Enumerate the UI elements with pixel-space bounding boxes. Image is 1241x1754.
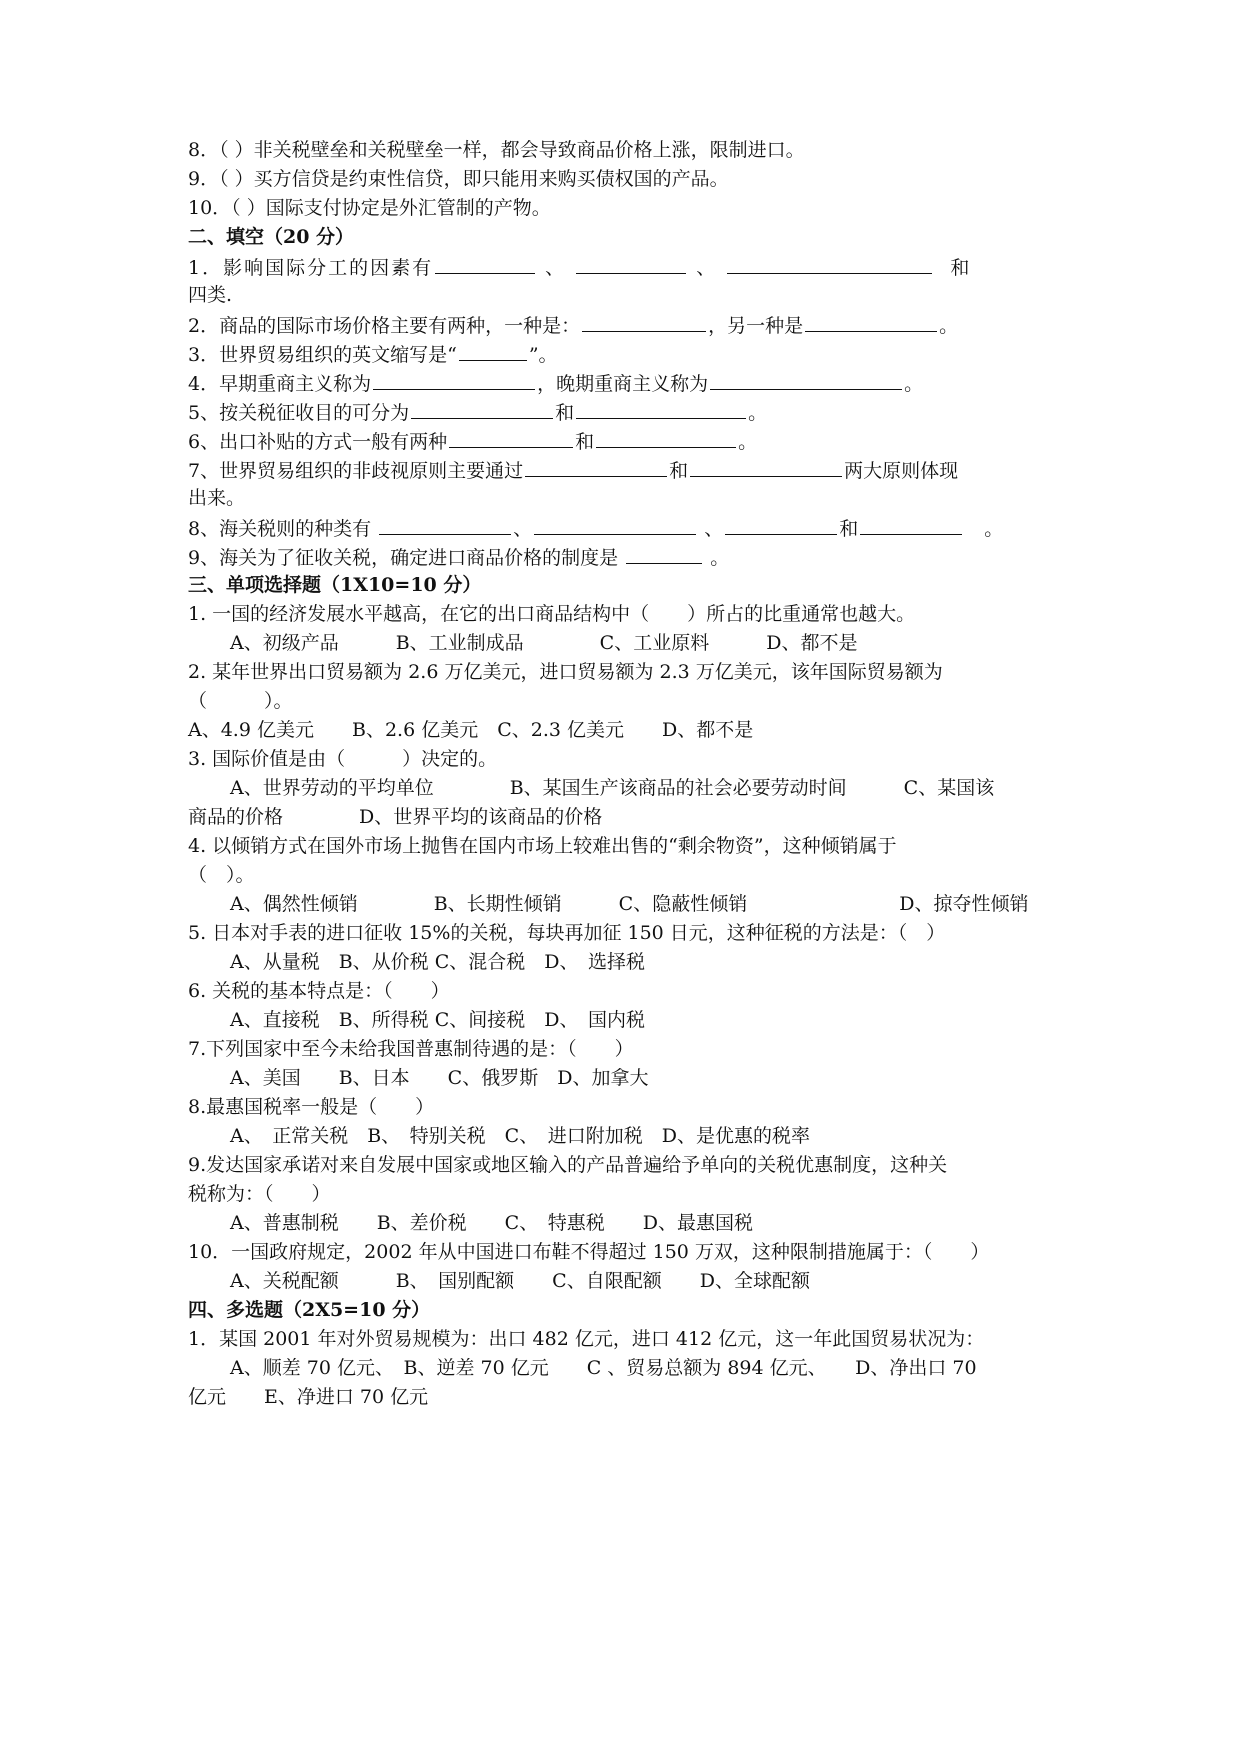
fill-4-end: 。 xyxy=(904,373,924,395)
choice-question-7-options: A、美国 B、日本 C、俄罗斯 D、加拿大 xyxy=(230,1067,649,1089)
fill-8-mid: 和 xyxy=(839,518,859,540)
choice-question-9-continued: 税称为：（ ） xyxy=(188,1183,331,1205)
fill-5-text: 5、按关税征收目的可分为 xyxy=(188,402,410,424)
fill-question-3 xyxy=(188,338,1088,368)
fill-1-text: 1．影响国际分工的因素有 xyxy=(188,257,434,279)
multi-question-1-options: A、顺差 70 亿元、 B、逆差 70 亿元 C 、贸易总额为 894 亿元、 D、净出口 70 xyxy=(230,1357,977,1379)
fill-5-blank-a[interactable] xyxy=(411,396,553,419)
fill-1-blank-c[interactable] xyxy=(727,251,932,274)
fill-3-text: 3．世界贸易组织的英文缩写是“ xyxy=(188,344,457,366)
fill-1-end: 和 xyxy=(950,257,972,279)
fill-question-1-continued: 四类. xyxy=(188,284,233,306)
choice-question-6: 6. 关税的基本特点是：（ ） xyxy=(188,980,450,1002)
section-heading-multiple-choice: 四、多选题（2X5=10 分） xyxy=(188,1299,431,1321)
choice-question-3-options: A、世界劳动的平均单位 B、某国生产该商品的社会必要劳动时间 C、某国该 xyxy=(230,777,995,799)
fill-3-blank[interactable] xyxy=(459,338,527,361)
fill-9-end: 。 xyxy=(710,547,730,569)
fill-4-blank-b[interactable] xyxy=(710,367,902,390)
fill-6-end: 。 xyxy=(738,431,758,453)
choice-question-1: 1. 一国的经济发展水平越高，在它的出口商品结构中（ ）所占的比重通常也越大。 xyxy=(188,603,916,625)
fill-6-blank-b[interactable] xyxy=(596,425,736,448)
choice-question-5-options: A、从量税 B、从价税 C、混合税 D、 选择税 xyxy=(230,951,645,973)
question-judge-9: 9．（ ）买方信贷是约束性信贷，即只能用来购买债权国的产品。 xyxy=(188,168,729,190)
fill-question-9 xyxy=(188,541,1088,571)
fill-7-blank-a[interactable] xyxy=(525,454,667,477)
choice-question-2-options: A、4.9 亿美元 B、2.6 亿美元 C、2.3 亿美元 D、都不是 xyxy=(188,719,754,741)
fill-9-blank[interactable] xyxy=(626,541,702,564)
choice-question-6-options: A、直接税 B、所得税 C、间接税 D、 国内税 xyxy=(230,1009,645,1031)
choice-question-5: 5. 日本对手表的进口征收 15%的关税，每块再加征 150 日元，这种征税的方法是：（ ） xyxy=(188,922,946,944)
fill-4-blank-a[interactable] xyxy=(373,367,535,390)
choice-question-9-options: A、普惠制税 B、差价税 C、 特惠税 D、最惠国税 xyxy=(230,1212,753,1234)
choice-question-3-continued: 商品的价格 D、世界平均的该商品的价格 xyxy=(188,806,603,828)
choice-question-10: 10．一国政府规定，2002 年从中国进口布鞋不得超过 150 万双，这种限制措施属于：（ ） xyxy=(188,1241,990,1263)
fill-6-blank-a[interactable] xyxy=(449,425,573,448)
fill-question-4 xyxy=(188,367,1088,397)
section-heading-fill-in: 二、填空（20 分） xyxy=(188,226,355,248)
fill-5-end: 。 xyxy=(748,402,768,424)
fill-2-mid: ，另一种是 xyxy=(708,315,804,337)
choice-question-4-continued: （ ）。 xyxy=(188,864,255,886)
fill-question-7-continued: 出来。 xyxy=(188,487,246,509)
choice-question-4-options: A、偶然性倾销 B、长期性倾销 C、隐蔽性倾销 D、掠夺性倾销 xyxy=(230,893,1029,915)
fill-2-end: 。 xyxy=(939,315,959,337)
fill-1-blank-b[interactable] xyxy=(576,251,686,274)
choice-question-10-options: A、关税配额 B、 国别配额 C、自限配额 D、全球配额 xyxy=(230,1270,810,1292)
fill-4-text: 4．早期重商主义称为 xyxy=(188,373,372,395)
section-heading-single-choice: 三、单项选择题（1X10=10 分） xyxy=(188,574,482,596)
fill-7-blank-b[interactable] xyxy=(690,454,842,477)
multi-question-1: 1．某国 2001 年对外贸易规模为：出口 482 亿元，进口 412 亿元，这一年此国贸易状况为： xyxy=(188,1328,985,1350)
question-judge-10: 10．（ ）国际支付协定是外汇管制的产物。 xyxy=(188,197,551,219)
fill-4-mid: ，晚期重商主义称为 xyxy=(537,373,709,395)
fill-9-text: 9、海关为了征收关税，确定进口商品价格的制度是 xyxy=(188,547,619,569)
choice-question-8-options: A、 正常关税 B、 特别关税 C、 进口附加税 D、是优惠的税率 xyxy=(230,1125,810,1147)
question-judge-8: 8．（ ）非关税壁垒和关税壁垒一样，都会导致商品价格上涨，限制进口。 xyxy=(188,139,805,161)
fill-1-blank-a[interactable] xyxy=(435,251,535,274)
fill-8-end: 。 xyxy=(984,518,1004,540)
fill-7-mid: 和 xyxy=(669,460,689,482)
fill-8-sep-b: 、 xyxy=(704,518,724,540)
fill-question-5 xyxy=(188,396,1088,426)
fill-question-1 xyxy=(188,251,1088,281)
fill-8-blank-c[interactable] xyxy=(725,512,837,535)
choice-question-7: 7.下列国家中至今未给我国普惠制待遇的是：（ ） xyxy=(188,1038,634,1060)
choice-question-9: 9.发达国家承诺对来自发展中国家或地区输入的产品普遍给予单向的关税优惠制度，这种关 xyxy=(188,1154,948,1176)
choice-question-1-options: A、初级产品 B、工业制成品 C、工业原料 D、都不是 xyxy=(230,632,858,654)
fill-question-7 xyxy=(188,454,1088,484)
fill-question-2 xyxy=(188,309,1088,339)
fill-1-sep-b: 、 xyxy=(696,257,718,279)
fill-8-blank-a[interactable] xyxy=(379,512,511,535)
fill-6-mid: 和 xyxy=(575,431,595,453)
fill-3-end: ”。 xyxy=(528,344,558,366)
fill-8-sep-a: 、 xyxy=(513,518,533,540)
choice-question-4: 4. 以倾销方式在国外市场上抛售在国内市场上较难出售的“剩余物资”，这种倾销属于 xyxy=(188,835,897,857)
choice-question-2-continued: （ ）。 xyxy=(188,690,293,712)
multi-question-1-continued: 亿元 E、净进口 70 亿元 xyxy=(188,1386,429,1408)
choice-question-2: 2. 某年世界出口贸易额为 2.6 万亿美元，进口贸易额为 2.3 万亿美元，该年国际贸易额为 xyxy=(188,661,943,683)
fill-8-blank-b[interactable] xyxy=(534,512,696,535)
fill-2-blank-b[interactable] xyxy=(805,309,937,332)
fill-question-6 xyxy=(188,425,1088,455)
fill-question-8 xyxy=(188,512,1088,542)
fill-2-text: 2．商品的国际市场价格主要有两种，一种是： xyxy=(188,315,581,337)
choice-question-3: 3. 国际价值是由（ ）决定的。 xyxy=(188,748,498,770)
fill-7-text: 7、世界贸易组织的非歧视原则主要通过 xyxy=(188,460,524,482)
fill-6-text: 6、出口补贴的方式一般有两种 xyxy=(188,431,448,453)
fill-8-text: 8、海关税则的种类有 xyxy=(188,518,372,540)
fill-8-blank-d[interactable] xyxy=(860,512,962,535)
choice-question-8: 8.最惠国税率一般是（ ） xyxy=(188,1096,435,1118)
fill-5-mid: 和 xyxy=(555,402,575,424)
fill-1-sep-a: 、 xyxy=(545,257,567,279)
fill-7-end: 两大原则体现 xyxy=(844,460,959,482)
fill-5-blank-b[interactable] xyxy=(576,396,746,419)
fill-2-blank-a[interactable] xyxy=(582,309,706,332)
